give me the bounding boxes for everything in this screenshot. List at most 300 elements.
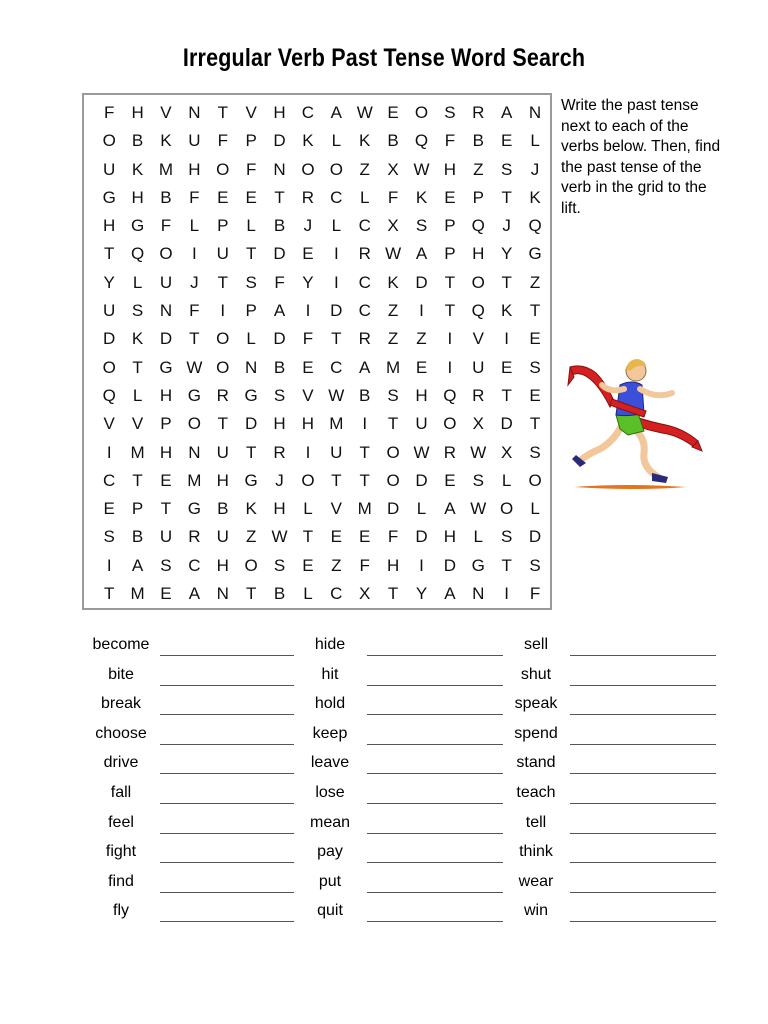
grid-letter[interactable]: N [188,103,201,122]
grid-letter[interactable]: M [329,414,344,434]
grid-letter[interactable]: A [273,301,286,321]
grid-letter[interactable]: I [220,301,226,321]
runner-shadow [574,485,686,489]
grid-letter[interactable]: G [187,499,201,519]
grid-letter[interactable]: O [528,470,542,490]
grid-letter[interactable]: S [131,301,144,321]
grid-letter[interactable]: D [386,499,400,519]
grid-letter[interactable]: O [471,272,485,292]
grid-letter[interactable]: Q [528,216,542,236]
grid-letter[interactable]: C [188,555,201,575]
grid-letter[interactable]: E [103,499,115,519]
grid-letter[interactable]: K [387,272,399,292]
answer-blank-line[interactable] [570,921,716,922]
grid-letter[interactable]: Z [359,159,370,179]
grid-letter[interactable]: P [245,131,257,151]
grid-letter[interactable]: U [159,272,173,292]
grid-letter[interactable]: B [359,385,371,405]
grid-letter[interactable]: V [330,499,342,519]
grid-letter[interactable]: L [416,499,427,519]
grid-letter[interactable]: S [273,385,286,405]
grid-letter[interactable]: V [472,329,484,349]
grid-letter[interactable]: A [415,244,428,264]
grid-letter[interactable]: T [302,527,314,547]
grid-letter[interactable]: L [501,470,512,490]
grid-letter[interactable]: T [444,301,456,321]
grid-letter[interactable]: L [473,527,483,547]
grid-letter[interactable]: W [470,499,487,519]
grid-letter[interactable]: I [192,244,197,264]
grid-letter[interactable]: S [444,103,456,122]
answer-blank-line[interactable] [570,685,716,686]
grid-letter[interactable]: H [131,103,144,122]
grid-letter[interactable]: C [330,187,343,207]
grid-letter[interactable]: A [444,584,456,604]
grid-letter[interactable]: T [359,470,370,490]
grid-letter[interactable]: E [302,357,314,377]
grid-letter[interactable]: U [188,131,201,151]
grid-letter[interactable]: M [130,442,145,462]
grid-letter[interactable]: D [273,329,286,349]
grid-letter[interactable]: H [159,385,173,405]
grid-letter[interactable]: F [189,301,200,321]
grid-letter[interactable]: J [303,216,313,236]
grid-letter[interactable]: E [444,187,456,207]
grid-letter[interactable]: B [273,357,286,377]
grid-letter[interactable]: T [529,301,541,321]
verb-row [0,750,768,780]
grid-letter[interactable]: A [330,103,342,122]
grid-letter[interactable]: K [245,499,257,519]
grid-letter[interactable]: G [102,187,116,207]
grid-letter[interactable]: B [160,187,172,207]
grid-letter[interactable]: U [103,301,116,321]
grid-letter[interactable]: T [529,414,541,434]
grid-letter[interactable]: X [387,159,399,179]
grid-letter[interactable]: F [274,272,285,292]
grid-letter[interactable]: O [216,159,230,179]
grid-letter[interactable]: Z [387,301,399,321]
grid-letter[interactable]: S [529,442,541,462]
grid-letter[interactable]: R [472,103,485,122]
grid-letter[interactable]: Q [414,131,429,151]
grid-letter[interactable]: T [132,357,143,377]
grid-letter[interactable]: K [529,187,541,207]
grid-letter[interactable]: T [189,329,200,349]
grid-letter[interactable]: K [160,131,172,151]
grid-letter[interactable]: E [359,527,371,547]
grid-letter[interactable]: O [386,470,400,490]
grid-letter[interactable]: T [501,555,512,575]
grid-letter[interactable]: C [330,357,343,377]
grid-letter[interactable]: Q [471,301,485,321]
answer-blank-line[interactable] [570,833,716,834]
grid-letter[interactable]: J [502,216,511,236]
grid-letter[interactable]: F [359,555,370,575]
grid-letter[interactable]: O [414,103,429,122]
grid-letter[interactable]: B [131,527,144,547]
answer-blank-line[interactable] [570,773,716,774]
grid-letter[interactable]: P [245,301,257,321]
grid-letter[interactable]: H [273,103,286,122]
grid-letter[interactable]: W [413,442,430,462]
grid-letter[interactable]: B [387,131,399,151]
grid-letter[interactable]: W [271,527,288,547]
grid-letter[interactable]: T [245,442,257,462]
grid-letter[interactable]: C [358,272,371,292]
grid-letter[interactable]: O [386,442,400,462]
grid-letter[interactable]: I [447,329,453,349]
grid-letter[interactable]: U [415,414,428,434]
grid-letter[interactable]: I [305,301,311,321]
grid-letter[interactable]: B [131,131,144,151]
grid-letter[interactable]: H [443,159,457,179]
grid-letter[interactable]: U [216,527,229,547]
grid-letter[interactable]: P [217,216,229,236]
grid-letter[interactable]: R [358,329,371,349]
grid-letter[interactable]: B [217,499,229,519]
grid-letter[interactable]: W [328,385,345,405]
grid-letter[interactable]: O [301,159,315,179]
grid-letter[interactable]: I [106,555,112,575]
grid-letter[interactable]: X [387,216,399,236]
grid-letter[interactable]: Y [415,584,428,604]
grid-letter[interactable]: N [472,584,485,604]
grid-letter[interactable]: X [359,584,371,604]
grid-letter[interactable]: W [413,159,430,179]
grid-letter[interactable]: M [158,159,174,179]
grid-letter[interactable]: A [131,555,144,575]
grid-letter[interactable]: H [301,414,315,434]
grid-letter[interactable]: L [303,584,313,604]
grid-letter[interactable]: D [245,414,258,434]
grid-letter[interactable]: H [273,414,286,434]
grid-letter[interactable]: C [358,301,371,321]
grid-letter[interactable]: R [472,385,485,405]
grid-letter[interactable]: D [528,527,542,547]
answer-blank-line[interactable] [570,862,716,863]
grid-letter[interactable]: L [246,329,256,349]
grid-letter[interactable]: F [387,527,399,547]
grid-letter[interactable]: V [103,414,115,434]
grid-letter[interactable]: B [472,131,484,151]
grid-letter[interactable]: Z [529,272,541,292]
grid-letter[interactable]: P [131,499,144,519]
grid-letter[interactable]: J [275,470,284,490]
grid-letter[interactable]: Y [103,272,115,292]
grid-letter[interactable]: J [190,272,199,292]
grid-letter[interactable]: E [302,555,314,575]
grid-letter[interactable]: D [415,470,428,490]
grid-letter[interactable]: R [443,442,457,462]
grid-letter[interactable]: E [245,187,257,207]
grid-letter[interactable]: D [273,244,286,264]
grid-letter[interactable]: D [159,329,173,349]
grid-letter[interactable]: T [331,329,342,349]
grid-letter[interactable]: T [387,584,399,604]
grid-letter[interactable]: G [159,357,173,377]
grid-letter[interactable]: M [187,470,202,490]
grid-letter[interactable]: U [216,244,229,264]
grid-letter[interactable]: W [356,103,373,122]
grid-letter[interactable]: V [131,414,144,434]
grid-letter[interactable]: H [103,216,116,236]
grid-letter[interactable]: K [415,187,428,207]
grid-letter[interactable]: D [500,414,513,434]
grid-letter[interactable]: F [302,329,314,349]
grid-letter[interactable]: F [444,131,456,151]
grid-letter[interactable]: T [501,385,512,405]
grid-letter[interactable]: O [187,414,201,434]
grid-letter[interactable]: S [245,272,257,292]
grid-letter[interactable]: X [500,442,513,462]
grid-letter[interactable]: S [529,357,541,377]
answer-blank-line[interactable] [570,803,716,804]
grid-letter[interactable]: Z [387,329,399,349]
grid-letter[interactable]: O [301,470,315,490]
grid-letter[interactable]: S [472,470,484,490]
grid-letter[interactable]: T [104,584,115,604]
grid-letter[interactable]: P [444,244,456,264]
grid-letter[interactable]: C [358,216,371,236]
grid-letter[interactable]: E [387,103,399,122]
grid-letter[interactable]: T [359,442,370,462]
grid-letter[interactable]: S [415,216,428,236]
grid-letter[interactable]: G [528,244,542,264]
grid-letter[interactable]: T [132,470,143,490]
grid-letter[interactable]: P [472,187,484,207]
grid-letter[interactable]: Y [302,272,314,292]
grid-letter[interactable]: D [330,301,343,321]
grid-letter[interactable]: L [132,385,143,405]
grid-letter[interactable]: Q [471,216,485,236]
grid-letter[interactable]: W [470,442,487,462]
answer-blank-line[interactable] [570,714,716,715]
grid-letter[interactable]: E [330,527,342,547]
grid-letter[interactable]: T [245,584,257,604]
grid-letter[interactable]: R [188,527,201,547]
grid-letter[interactable]: O [500,499,514,519]
grid-letter[interactable]: Y [500,244,513,264]
grid-letter[interactable]: I [504,584,510,604]
grid-letter[interactable]: E [302,244,314,264]
grid-letter[interactable]: T [217,103,228,122]
grid-letter[interactable]: F [529,584,541,604]
grid-letter[interactable]: Q [102,385,116,405]
grid-letter[interactable]: N [216,584,229,604]
grid-letter[interactable]: E [160,584,172,604]
grid-letter[interactable]: L [530,499,540,519]
grid-letter[interactable]: F [104,103,115,122]
grid-letter[interactable]: N [159,301,173,321]
grid-letter[interactable]: T [274,187,285,207]
grid-letter[interactable]: K [359,131,371,151]
grid-letter[interactable]: U [330,442,343,462]
answer-blank-line[interactable] [570,744,716,745]
grid-letter[interactable]: V [245,103,257,122]
grid-letter[interactable]: R [216,385,229,405]
grid-letter[interactable]: O [244,555,258,575]
grid-letter[interactable]: O [102,131,116,151]
grid-letter[interactable]: R [358,244,371,264]
grid-letter[interactable]: E [444,470,456,490]
grid-letter[interactable]: T [387,414,399,434]
grid-letter[interactable]: T [444,272,456,292]
grid-letter[interactable]: I [419,555,424,575]
grid-letter[interactable]: G [244,470,258,490]
grid-letter[interactable]: F [217,131,228,151]
grid-letter[interactable]: I [447,357,453,377]
grid-letter[interactable]: T [104,244,115,264]
grid-letter[interactable]: I [106,442,112,462]
grid-letter[interactable]: A [500,103,513,122]
grid-letter[interactable]: O [159,244,173,264]
grid-letter[interactable]: T [245,244,257,264]
grid-letter[interactable]: L [359,187,370,207]
grid-letter[interactable]: I [419,301,424,321]
grid-letter[interactable]: I [333,244,339,264]
grid-letter[interactable]: H [386,555,400,575]
grid-letter[interactable]: U [472,357,485,377]
grid-letter[interactable]: B [273,216,286,236]
grid-letter[interactable]: C [301,103,315,122]
grid-letter[interactable]: C [330,584,343,604]
grid-letter[interactable]: S [500,159,513,179]
grid-letter[interactable]: P [444,216,456,236]
grid-letter[interactable]: G [244,385,258,405]
grid-letter[interactable]: S [529,555,541,575]
grid-letter[interactable]: R [301,187,315,207]
grid-letter[interactable]: E [415,357,428,377]
grid-letter[interactable]: Z [245,527,257,547]
grid-letter[interactable]: T [217,272,228,292]
grid-letter[interactable]: L [303,499,313,519]
grid-letter[interactable]: L [189,216,200,236]
grid-letter[interactable]: T [217,414,228,434]
grid-letter[interactable]: E [500,357,513,377]
grid-letter[interactable]: I [333,272,339,292]
grid-letter[interactable]: O [216,357,230,377]
grid-letter[interactable]: C [103,470,116,490]
grid-letter[interactable]: O [216,329,230,349]
grid-letter[interactable]: K [131,159,144,179]
grid-letter[interactable]: A [188,584,201,604]
grid-letter[interactable]: B [273,584,286,604]
grid-letter[interactable]: O [102,357,116,377]
grid-letter[interactable]: I [362,414,368,434]
grid-letter[interactable]: L [132,272,143,292]
grid-letter[interactable]: H [472,244,485,264]
grid-letter[interactable]: Z [331,555,342,575]
grid-letter[interactable]: Z [473,159,484,179]
grid-letter[interactable]: H [131,187,144,207]
grid-letter[interactable]: H [443,527,457,547]
grid-letter[interactable]: S [103,527,115,547]
grid-letter[interactable]: H [415,385,428,405]
grid-letter[interactable]: H [216,555,229,575]
grid-letter[interactable]: E [160,470,172,490]
grid-letter[interactable]: L [246,216,256,236]
grid-letter[interactable]: T [160,499,172,519]
grid-letter[interactable]: K [131,329,144,349]
grid-letter[interactable]: S [387,385,399,405]
grid-letter[interactable]: J [530,159,540,179]
grid-letter[interactable]: Q [130,244,145,264]
grid-letter[interactable]: V [160,103,172,122]
grid-letter[interactable]: G [130,216,145,236]
grid-letter[interactable]: D [415,527,428,547]
grid-letter[interactable]: N [188,442,201,462]
grid-letter[interactable]: U [103,159,116,179]
grid-letter[interactable]: T [501,272,512,292]
grid-letter[interactable]: T [331,470,342,490]
grid-letter[interactable]: U [216,442,229,462]
grid-letter[interactable]: N [273,159,286,179]
grid-letter[interactable]: S [500,527,513,547]
grid-letter[interactable]: F [189,187,200,207]
grid-letter[interactable]: M [357,499,372,519]
grid-letter[interactable]: D [273,131,286,151]
grid-letter[interactable]: E [529,385,541,405]
grid-letter[interactable]: F [245,159,257,179]
grid-letter[interactable]: A [444,499,456,519]
grid-letter[interactable]: X [472,414,484,434]
grid-letter[interactable]: K [302,131,314,151]
grid-letter[interactable]: E [217,187,229,207]
grid-letter[interactable]: H [216,470,229,490]
grid-letter[interactable]: P [160,414,172,434]
grid-letter[interactable]: O [329,159,343,179]
grid-letter[interactable]: L [530,131,540,151]
grid-letter[interactable]: I [305,442,311,462]
grid-letter[interactable]: T [501,187,512,207]
grid-letter[interactable]: K [500,301,513,321]
grid-letter[interactable]: M [130,584,145,604]
grid-letter[interactable]: S [160,555,172,575]
grid-letter[interactable]: G [471,555,485,575]
answer-blank-line[interactable] [570,655,716,656]
grid-letter[interactable]: Z [416,329,427,349]
grid-letter[interactable]: S [273,555,286,575]
grid-letter[interactable]: R [273,442,286,462]
grid-letter[interactable]: F [160,216,172,236]
grid-letter[interactable]: W [186,357,203,377]
grid-letter[interactable]: E [500,131,513,151]
grid-letter[interactable]: V [302,385,314,405]
grid-letter[interactable]: A [359,357,371,377]
grid-letter[interactable]: W [385,244,402,264]
grid-letter[interactable]: F [387,187,399,207]
grid-letter[interactable]: N [245,357,258,377]
grid-letter[interactable]: H [273,499,286,519]
grid-letter[interactable]: D [103,329,116,349]
grid-letter[interactable]: D [415,272,428,292]
grid-letter[interactable]: O [443,414,457,434]
grid-letter[interactable]: D [443,555,457,575]
grid-letter[interactable]: U [159,527,173,547]
grid-letter[interactable]: M [386,357,401,377]
grid-letter[interactable]: I [504,329,510,349]
answer-blank-line[interactable] [570,892,716,893]
grid-letter[interactable]: H [159,442,173,462]
grid-letter[interactable]: G [187,385,201,405]
grid-letter[interactable]: E [529,329,541,349]
grid-letter[interactable]: H [188,159,201,179]
grid-letter[interactable]: L [331,131,342,151]
grid-letter[interactable]: Q [443,385,457,405]
grid-letter[interactable]: L [331,216,342,236]
grid-letter[interactable]: N [528,103,542,122]
